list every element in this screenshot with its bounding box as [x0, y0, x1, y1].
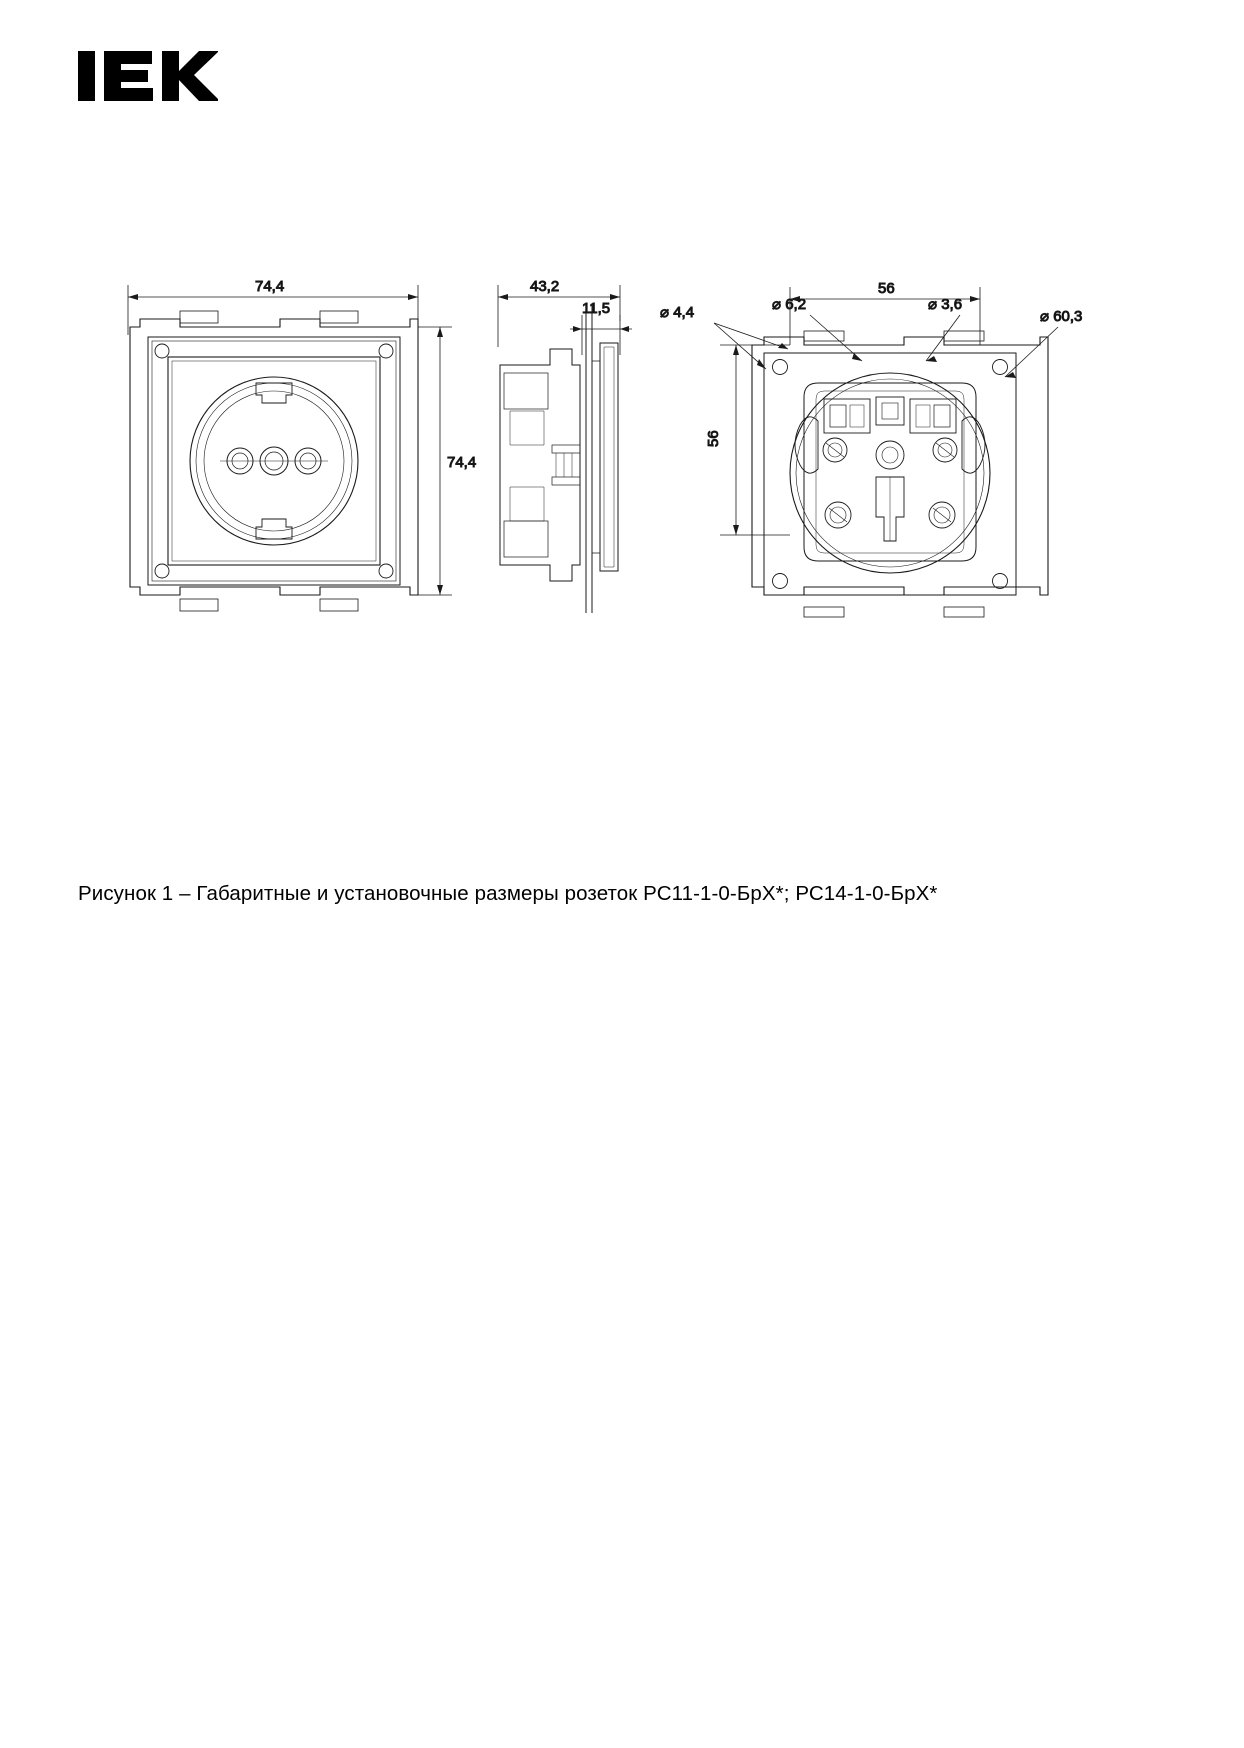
rear-height-label: 56 — [705, 430, 722, 447]
rear-view — [660, 280, 1082, 617]
hole-diameter-3-6-label: ⌀ 3,6 — [928, 296, 963, 313]
rear-width-label: 56 — [878, 280, 895, 297]
body-diameter-60-3-label: ⌀ 60,3 — [1040, 308, 1083, 325]
iek-logo — [78, 45, 218, 107]
hole-diameter-6-2-label: ⌀ 6,2 — [772, 296, 807, 313]
figure-caption: Рисунок 1 – Габаритные и установочные размеры розеток РС11-1-0-БрХ*; РС14-1-0-БрХ* — [78, 882, 938, 905]
side-view — [498, 278, 632, 613]
front-view — [128, 278, 476, 611]
side-frame-thickness-label: 11,5 — [582, 300, 611, 317]
technical-drawing — [100, 265, 1120, 625]
hole-diameter-4-4-label: ⌀ 4,4 — [660, 304, 695, 321]
front-width-label: 74,4 — [255, 278, 285, 295]
side-depth-label: 43,2 — [530, 278, 560, 295]
front-height-label: 74,4 — [447, 454, 477, 471]
